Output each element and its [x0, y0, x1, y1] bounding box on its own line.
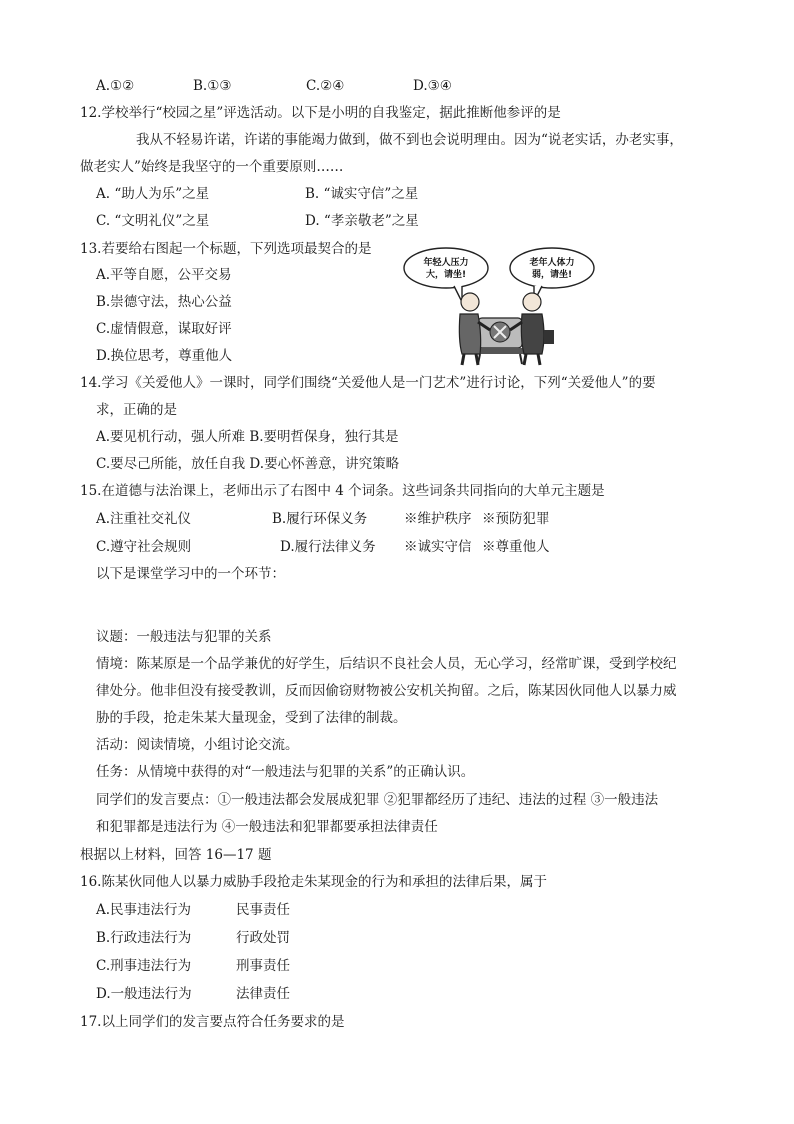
- q12-stem: 12.学校举行“校园之星”评选活动。以下是小明的自我鉴定，据此推断他参评的是: [80, 105, 561, 121]
- q16-option-d-result: 法律责任: [236, 986, 290, 1002]
- q12-option-c: C. “文明礼仪”之星: [96, 213, 210, 229]
- q16-option-b-label: B.行政违法行为: [96, 930, 192, 946]
- q15-option-d: D.履行法律义务: [280, 539, 376, 555]
- q13-option-b: B.崇德守法，热心公益: [96, 294, 232, 310]
- box-situation-line2: 律处分。他非但没有接受教训，反而因偷窃财物被公安机关拘留。之后，陈某因伙同他人以暴力威: [96, 683, 677, 699]
- right-bubble-line2: 弱，请坐!: [531, 270, 573, 280]
- answer-note: 根据以上材料，回答 16—17 题: [80, 847, 272, 863]
- q15-option-b: B.履行环保义务: [272, 511, 368, 527]
- q11-option-b: B.①③: [193, 78, 232, 94]
- left-speech-bubble: [404, 248, 488, 302]
- q15-option-c: C.遵守社会规则: [96, 539, 192, 555]
- section-intro: 以下是课堂学习中的一个环节：: [96, 566, 285, 582]
- q14-options-line2: C.要尽己所能，放任自我 D.要心怀善意，讲究策略: [96, 456, 400, 472]
- q15-tag-1: ※维护秩序: [404, 511, 472, 527]
- q13-option-c: C.虚情假意，谋取好评: [96, 321, 232, 337]
- q15-tag-4: ※尊重他人: [482, 539, 550, 555]
- q13-cartoon-image: [402, 244, 598, 366]
- box-situation-line1: 情境：陈某原是一个品学兼优的好学生，后结识不良社会人员，无心学习，经常旷课，受到学校纪: [96, 656, 677, 672]
- q12-passage-line1: 我从不轻易许诺，许诺的事能竭力做到，做不到也会说明理由。因为“说老实话，办老实事，: [136, 132, 683, 148]
- left-bubble-line2: 大，请坐!: [425, 270, 467, 280]
- q11-option-c: C.②④: [306, 78, 345, 94]
- q16-option-c-label: C.刑事违法行为: [96, 958, 192, 974]
- q16-option-c-result: 刑事责任: [236, 958, 290, 974]
- q16-option-a-result: 民事责任: [236, 902, 290, 918]
- q16-option-a-label: A.民事违法行为: [96, 902, 192, 918]
- box-activity: 活动：阅读情境，小组讨论交流。: [96, 737, 299, 753]
- q16-option-b-result: 行政处罚: [236, 930, 290, 946]
- q17-stem: 17.以上同学们的发言要点符合任务要求的是: [80, 1014, 345, 1030]
- q13-option-a: A.平等自愿，公平交易: [96, 267, 232, 283]
- q14-stem-line1: 14.学习《关爱他人》一课时，同学们围绕“关爱他人是一门艺术”进行讨论，下列“关爱他人”的要: [80, 375, 656, 391]
- q16-option-d-label: D.一般违法行为: [96, 986, 192, 1002]
- q11-option-a: A.①②: [96, 78, 135, 94]
- q15-option-a: A.注重社交礼仪: [96, 511, 192, 527]
- q12-passage-line2: 做老实人”始终是我坚守的一个重要原则……: [80, 159, 344, 175]
- q12-option-b: B. “诚实守信”之星: [305, 186, 419, 202]
- q15-tag-2: ※预防犯罪: [482, 511, 550, 527]
- left-bubble-line1: 年轻人压力: [423, 258, 469, 268]
- box-points-line2: 和犯罪都是违法行为 ④一般违法和犯罪都要承担法律责任: [96, 819, 438, 835]
- box-topic: 议题：一般违法与犯罪的关系: [96, 629, 272, 645]
- q13-option-d: D.换位思考，尊重他人: [96, 348, 233, 364]
- q12-option-a: A. “助人为乐”之星: [96, 186, 210, 202]
- box-situation-line3: 胁的手段，抢走朱某大量现金，受到了法律的制裁。: [96, 710, 407, 726]
- q15-stem: 15.在道德与法治课上，老师出示了右图中 4 个词条。这些词条共同指向的大单元主题是: [80, 483, 605, 499]
- right-speech-bubble: [510, 248, 594, 302]
- q12-option-d: D. “孝亲敬老”之星: [305, 213, 419, 229]
- q16-stem: 16.陈某伙同他人以暴力威胁手段抢走朱某现金的行为和承担的法律后果，属于: [80, 874, 547, 890]
- q11-option-d: D.③④: [413, 78, 452, 94]
- box-task: 任务：从情境中获得的对“一般违法与犯罪的关系”的正确认识。: [96, 764, 475, 780]
- q15-tag-3: ※诚实守信: [404, 539, 472, 555]
- q14-stem-line2: 求，正确的是: [96, 402, 177, 418]
- q13-stem: 13.若要给右图起一个标题，下列选项最契合的是: [80, 241, 372, 257]
- right-bubble-line1: 老年人体力: [529, 258, 575, 268]
- q14-options-line1: A.要见机行动，强人所难 B.要明哲保身，独行其是: [96, 429, 399, 445]
- box-points-line1: 同学们的发言要点：①一般违法都会发展成犯罪 ②犯罪都经历了违纪、违法的过程 ③一般违法: [96, 792, 659, 808]
